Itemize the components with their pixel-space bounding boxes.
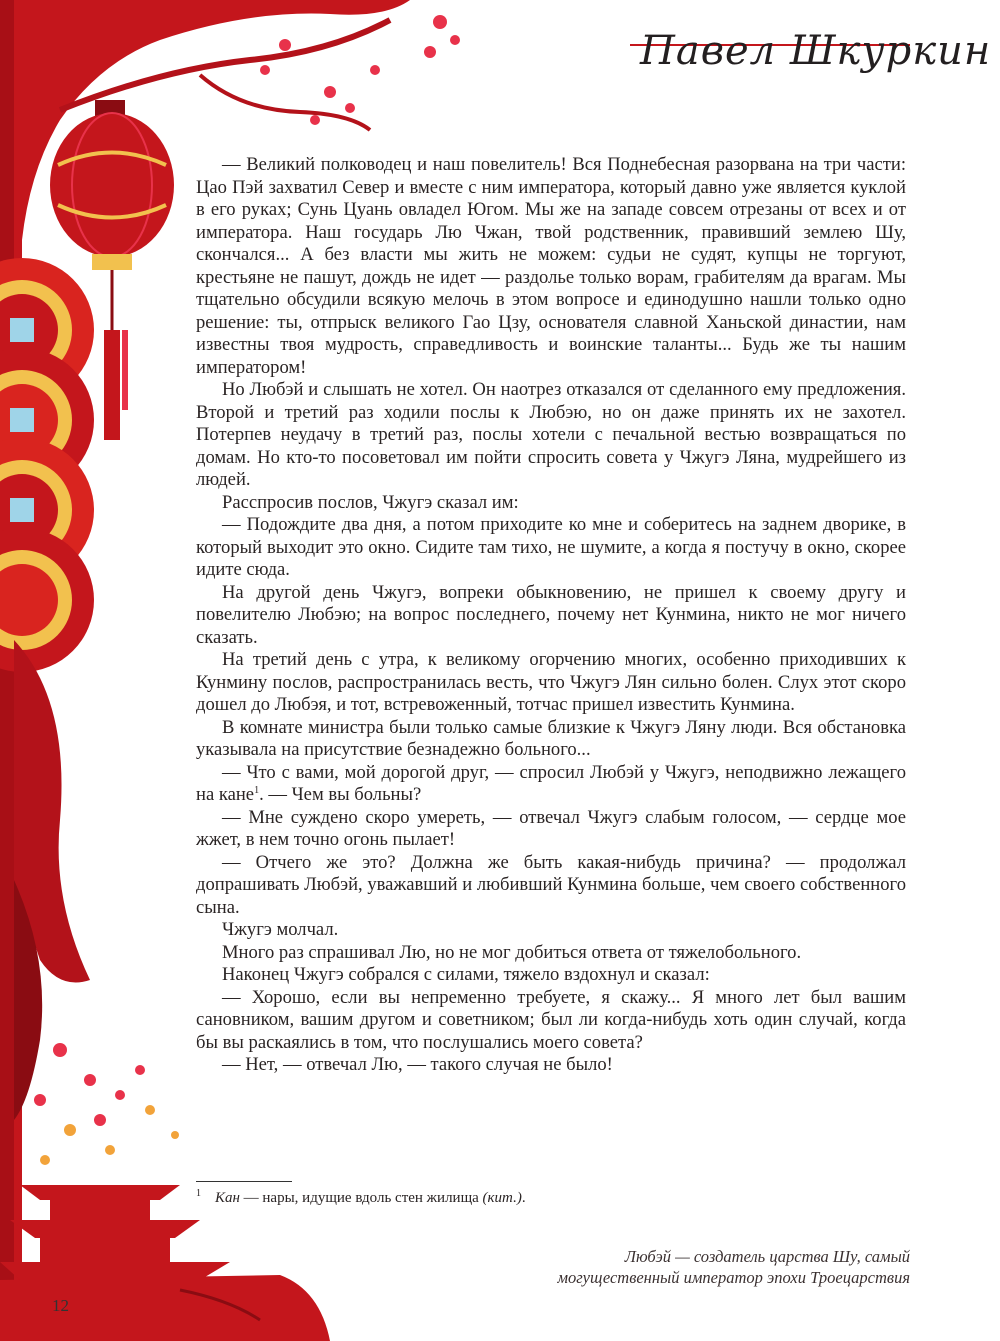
paragraph: — Хорошо, если вы непременно требуете, я скажу... Я много лет был вашим сановником, вашим другом и советником; был ли когда-нибудь хоть один случай, когда бы вы раскаялись в том, что послушались моего совета? (196, 986, 906, 1053)
paragraph: — Отчего же это? Должна же быть какая-нибудь причина? — продолжал допрашивать Любэй, уважавший и любивший Кунмина больше, чем своего собственного сына. (196, 851, 906, 918)
paragraph: Расспросив послов, Чжугэ сказал им: (222, 491, 519, 513)
footnote-rule (196, 1181, 292, 1182)
author-name: Павел Шкуркин (640, 28, 992, 74)
footnote-definition: — нары, идущие вдоль стен жилища (239, 1190, 483, 1206)
paragraph: Много раз спрашивал Лю, но не мог добиться ответа от тяжелобольного. (222, 941, 802, 963)
paragraph: Чжугэ молчал. (222, 919, 339, 940)
paragraph: — Великий полководец и наш повелитель! Вся Поднебесная разорвана на три части: Цао Пэй захватил Север и вместе с ним императора, который давно уже является куклой в его руках; Сунь Цуань овладел Югом. Мы же на западе совсем отрезаны от всех и от императора. Наш государь Лю Чжан, твой родственник, правивший землею Шу, скончался... А без власти мы жить не можем: судьи не судят, купцы не торгуют, крестьяне не пашут, дождь не идет — раздолье только ворам, грабителям да врагам. Мы тщательно обсудили всякую мелочь в этом вопросе и единодушно нашли только одно решение: ты, отпрыск великого Гао Цзу, основателя славной Ханьской династии, нам известны твоя мудрость, справедливость и воинские таланты... Будь же ты нашим императором! (196, 154, 906, 378)
paragraph: — Мне суждено скоро умереть, — отвечал Чжугэ слабым голосом, — сердце мое жжет, в нем точно огонь пылает! (196, 806, 906, 850)
paragraph: — Нет, — отвечал Лю, — такого случая не было! (222, 1054, 613, 1075)
footnote (196, 1188, 796, 1207)
page-number: 12 (52, 1296, 69, 1315)
paragraph: На другой день Чжугэ, вопреки обыкновению, не пришел к своему другу и повелителю Любэю; на вопрос последнего, почему нет Кунмина, никто не мог ничего сказать. (196, 581, 906, 648)
medallion-column-icon (0, 258, 94, 672)
paragraph: Наконец Чжугэ собрался с силами, тяжело вздохнул и сказал: (222, 964, 710, 985)
footnote-term: Кан (215, 1190, 240, 1206)
paragraph (196, 762, 906, 807)
image-caption (470, 1246, 910, 1288)
paragraph-text: — Что с вами, мой дорогой друг, — спросил Любэй у Чжугэ, неподвижно лежащего на кане (196, 761, 906, 805)
paragraph: Но Любэй и слышать не хотел. Он наотрез отказался от сделанного ему предложения. Второй и третий раз ходили послы к Любэю, но он даже принять их не захотел. Потерпев неудачу в третий раз, послы хотели с печальной вестью возвращаться по домам. Но кто-то посоветовал им пойти спросить совета у Чжугэ Ляна, мудрейшего из людей. (196, 379, 906, 490)
footnote-end: . (521, 1190, 526, 1206)
footnote-note: (кит.) (482, 1190, 522, 1206)
footnote-number: 1 (196, 1188, 201, 1199)
caption-line: Любэй — создатель царства Шу, самый (624, 1247, 910, 1266)
footnote-reference: 1 (254, 784, 260, 796)
paragraph: — Подождите два дня, а потом приходите ко мне и соберитесь на заднем дворике, в который выходит это окно. Сидите там тихо, не шумите, а когда я постучу в окно, скорее идите сюда. (196, 514, 906, 580)
paragraph: В комнате министра были только самые близкие к Чжугэ Ляну люди. Вся обстановка указывала на присутствие безнадежно больного... (196, 716, 906, 760)
paragraph: На третий день с утра, к великому огорчению многих, особенно приходивших к Кунмину послов, распространилась весть, что Чжугэ Лян сильно болен. Слух этот скоро дошел до Любэя, и тот, встревоженный, тотчас пришел известить Кунмина. (196, 649, 906, 715)
main-text (196, 154, 906, 1077)
paragraph-text: . — Чем вы больны? (259, 784, 422, 805)
caption-line: могущественный император эпохи Троецарствия (557, 1268, 910, 1287)
